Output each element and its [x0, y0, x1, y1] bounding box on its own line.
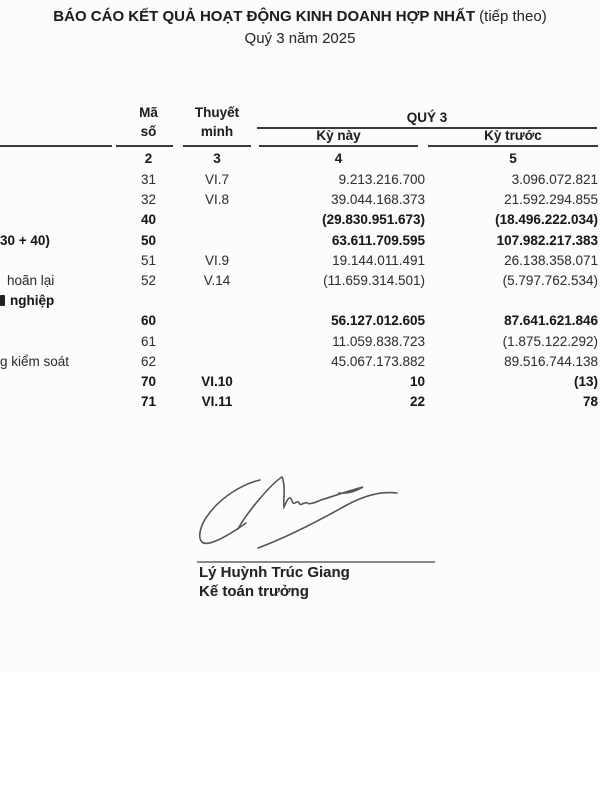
table-row — [0, 170, 600, 190]
thuyet-minh-rule — [183, 145, 251, 147]
report-title-suffix: (tiếp theo) — [479, 8, 547, 25]
row-label — [0, 372, 140, 392]
column-header-ky-truoc: Kỳ trước — [484, 128, 542, 143]
ma-so-rule — [124, 145, 173, 147]
row-label — [0, 210, 140, 230]
column-header-ma-so — [124, 103, 173, 141]
cell-ky-nay: 45.067.173.882 — [331, 354, 425, 369]
cell-ma-so: 61 — [140, 334, 157, 349]
cell-ky-nay: (29.830.951.673) — [322, 212, 425, 227]
cell-ma-so: 50 — [140, 233, 157, 248]
table-row — [0, 251, 600, 271]
ky-nay-rule — [259, 145, 418, 147]
table-row — [0, 291, 600, 311]
report-subtitle: Quý 3 năm 2025 — [244, 30, 356, 47]
table-row — [0, 190, 600, 210]
cell-thuyet-minh: VI.7 — [204, 172, 229, 187]
row-label: nghiệp — [0, 291, 140, 311]
cell-ky-nay: 56.127.012.605 — [331, 313, 425, 328]
column-number-3: 3 — [213, 151, 221, 166]
cell-ky-truoc: (5.797.762.534) — [502, 273, 598, 288]
row-label — [0, 251, 140, 271]
table-row — [0, 271, 600, 291]
column-header-thuyet-minh — [183, 103, 251, 141]
row-label: hoãn lại — [7, 273, 55, 288]
cell-ky-nay: 19.144.011.491 — [332, 253, 425, 268]
table-row — [0, 352, 600, 372]
column-header-quarter-group: QUÝ 3 — [406, 110, 448, 125]
cell-ky-truoc: 87.641.621.846 — [504, 313, 598, 328]
cell-thuyet-minh — [183, 210, 251, 230]
cell-ma-so: 71 — [140, 394, 157, 409]
signature-line — [197, 561, 435, 563]
cell-ky-nay — [250, 291, 425, 311]
row-label — [0, 392, 140, 412]
signer-role: Kế toán trưởng — [199, 583, 309, 600]
cell-thuyet-minh — [183, 231, 251, 251]
report-title-main: BÁO CÁO KẾT QUẢ HOẠT ĐỘNG KINH DOANH HỢP NHẤT — [53, 8, 475, 25]
cell-thuyet-minh — [183, 352, 251, 372]
thuyet-minh-line2: minh — [200, 124, 234, 139]
cell-ky-truoc: 26.138.358.071 — [504, 253, 598, 268]
cell-ky-truoc: 3.096.072.821 — [511, 172, 598, 187]
cell-ma-so — [124, 291, 173, 311]
table-row — [0, 231, 600, 251]
column-number-2: 2 — [144, 151, 153, 166]
cell-ky-nay: 63.611.709.595 — [331, 233, 425, 248]
cell-ky-nay: 10 — [409, 374, 425, 389]
clipped-letter-fragment — [0, 295, 5, 306]
cell-ky-truoc: (13) — [573, 374, 598, 389]
cell-thuyet-minh: VI.8 — [204, 192, 229, 207]
cell-ma-so: 62 — [140, 354, 157, 369]
cell-ky-nay: 11.059.838.723 — [332, 334, 425, 349]
ma-so-line2: số — [140, 124, 157, 139]
cell-ky-truoc: 107.982.217.383 — [496, 233, 598, 248]
row-label — [0, 170, 140, 190]
cell-ky-nay: (11.659.314.501) — [323, 273, 425, 288]
cell-ky-nay: 39.044.168.373 — [331, 192, 425, 207]
cell-ma-so: 70 — [140, 374, 157, 389]
table-row — [0, 210, 600, 230]
cell-ky-truoc: (18.496.222.034) — [495, 212, 598, 227]
table-row — [0, 392, 600, 412]
cell-ky-nay: 9.213.216.700 — [338, 172, 425, 187]
cell-thuyet-minh — [183, 291, 251, 311]
cell-ma-so: 32 — [140, 192, 157, 207]
cell-thuyet-minh — [183, 332, 251, 352]
column-header-ky-nay: Kỳ này — [316, 128, 361, 143]
cell-ma-so: 60 — [140, 313, 157, 328]
column-number-5: 5 — [509, 151, 517, 166]
cell-thuyet-minh: VI.10 — [201, 374, 233, 389]
column-number-4: 4 — [334, 151, 343, 166]
table-row — [0, 311, 600, 331]
handwritten-signature — [150, 458, 410, 558]
cell-ma-so: 52 — [140, 273, 157, 288]
cell-thuyet-minh: V.14 — [203, 273, 231, 288]
cell-ky-truoc: (1.875.122.292) — [502, 334, 598, 349]
ma-so-line1: Mã — [139, 105, 158, 120]
cell-ma-so: 51 — [140, 253, 157, 268]
report-title — [0, 8, 600, 25]
cell-ma-so: 31 — [140, 172, 157, 187]
row-label: g kiểm soát — [0, 354, 70, 369]
cell-ky-truoc: 89.516.744.138 — [504, 354, 598, 369]
cell-ma-so: 40 — [140, 212, 157, 227]
cell-ky-truoc: 21.592.294.855 — [504, 192, 598, 207]
cell-ky-truoc: 78 — [582, 394, 598, 409]
table-row — [0, 332, 600, 352]
cell-thuyet-minh: VI.11 — [201, 394, 233, 409]
ky-truoc-rule — [428, 145, 598, 147]
row-label — [0, 190, 140, 210]
label-column-rule — [0, 145, 112, 147]
signer-name: Lý Huỳnh Trúc Giang — [199, 564, 350, 581]
cell-thuyet-minh — [183, 311, 251, 331]
row-label — [0, 311, 140, 331]
table-row — [0, 372, 600, 392]
cell-ky-nay: 22 — [409, 394, 425, 409]
cell-thuyet-minh: VI.9 — [204, 253, 229, 268]
row-label: 30 + 40) — [0, 233, 50, 248]
thuyet-minh-line1: Thuyết — [194, 105, 240, 120]
row-label — [0, 332, 140, 352]
cell-ky-truoc — [428, 291, 598, 311]
